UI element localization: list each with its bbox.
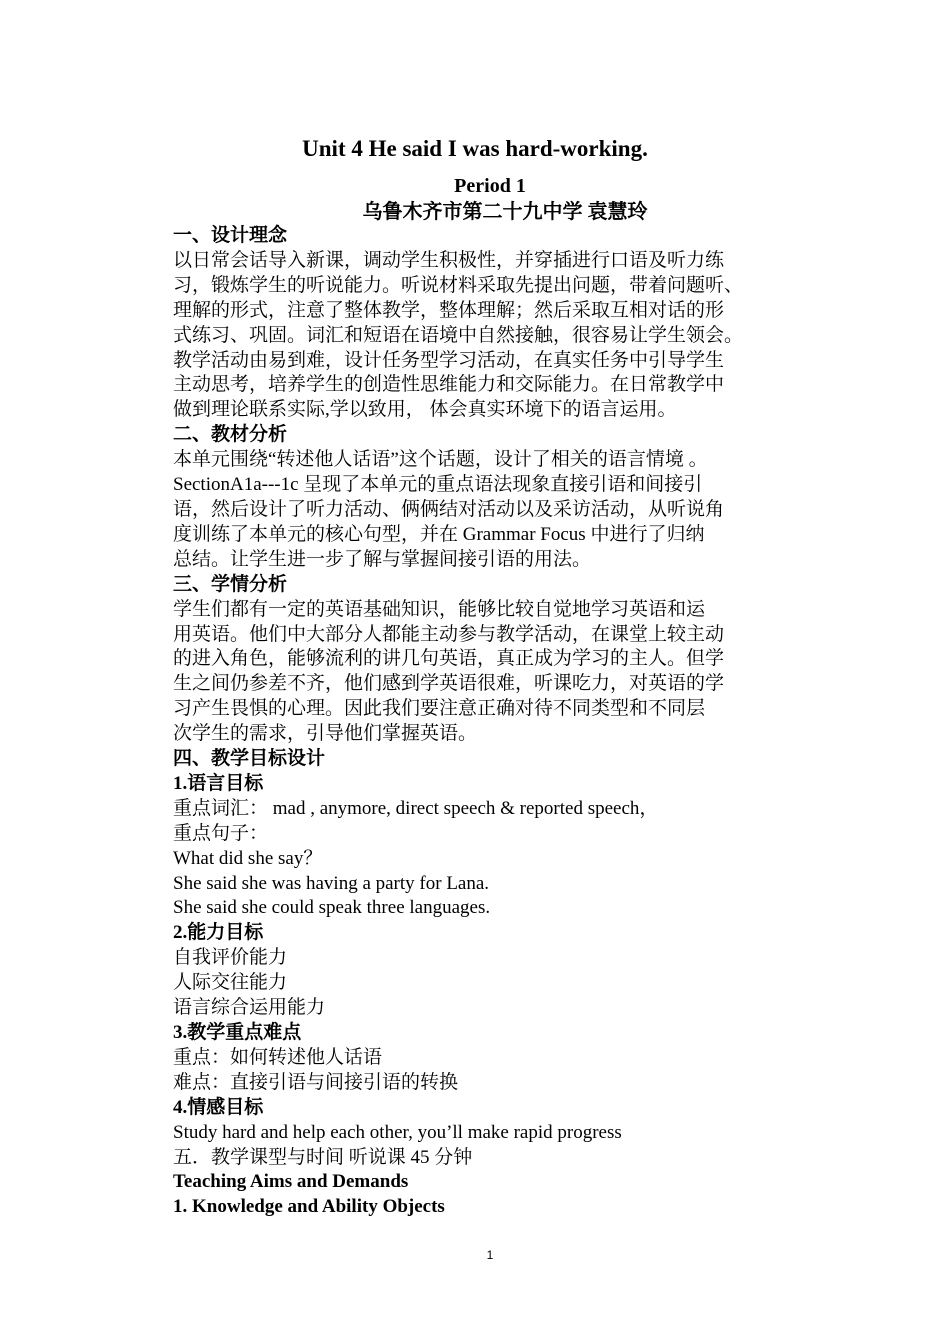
- body-line: She said she could speak three languages.: [173, 897, 491, 919]
- period-label: Period 1: [454, 175, 526, 197]
- section-heading: 4.情感目标: [173, 1096, 264, 1118]
- section-heading: 1. Knowledge and Ability Objects: [173, 1196, 445, 1218]
- section-heading: 三、学情分析: [173, 573, 288, 595]
- body-line: 语言综合运用能力: [173, 997, 326, 1019]
- body-line: 次学生的需求，引导他们掌握英语。: [173, 723, 478, 745]
- section-heading: Teaching Aims and Demands: [173, 1171, 409, 1193]
- body-line: 做到理论联系实际,学以致用， 体会真实环境下的语言运用。: [173, 399, 677, 421]
- body-line: 习，锻炼学生的听说能力。听说材料采取先提出问题，带着问题听、: [173, 274, 744, 296]
- section-heading: 一、设计理念: [173, 225, 288, 246]
- section-heading: 1.语言目标: [173, 772, 264, 794]
- body-line: 学生们都有一定的英语基础知识，能够比较自觉地学习英语和运: [173, 598, 706, 620]
- document-body: [173, 224, 813, 1220]
- body-line: 五．教学课型与时间 听说课 45 分钟: [173, 1146, 473, 1168]
- body-line: 生之间仍参差不齐，他们感到学英语很难，听课吃力，对英语的学: [173, 673, 725, 695]
- body-line: 自我评价能力: [173, 947, 288, 969]
- body-line: 难点：直接引语与间接引语的转换: [173, 1071, 459, 1093]
- page-number: 1: [486, 1248, 494, 1262]
- body-line: 重点句子：: [173, 822, 269, 844]
- body-line: 用英语。他们中大部分人都能主动参与教学活动，在课堂上较主动: [173, 623, 725, 645]
- author-line: 乌鲁木齐市第二十九中学 袁慧玲: [362, 201, 648, 223]
- body-line: 本单元围绕“转述他人话语”这个话题，设计了相关的语言情境 。: [173, 449, 708, 471]
- body-line: What did she say？: [173, 847, 323, 869]
- body-line: 总结。让学生进一步了解与掌握间接引语的用法。: [173, 548, 592, 570]
- body-line: 重点词汇： mad , anymore, direct speech & reported speech，: [173, 797, 659, 819]
- body-line: She said she was having a party for Lana.: [173, 872, 490, 894]
- body-line: 教学活动由易到难，设计任务型学习活动，在真实任务中引导学生: [173, 349, 725, 371]
- body-line: 人际交往能力: [173, 972, 288, 994]
- body-line: 习产生畏惧的心理。因此我们要注意正确对待不同类型和不同层: [173, 698, 706, 720]
- body-line: 的进入角色，能够流利的讲几句英语，真正成为学习的主人。但学: [173, 648, 725, 670]
- body-line: SectionA1a---1c 呈现了本单元的重点语法现象直接引语和间接引: [173, 474, 703, 496]
- body-line: 理解的形式，注意了整体教学，整体理解；然后采取互相对话的形: [173, 299, 725, 321]
- section-heading: 四、教学目标设计: [173, 748, 326, 770]
- body-line: Study hard and help each other, you’ll make rapid progress: [173, 1121, 622, 1143]
- document-title: Unit 4 He said I was hard-working.: [302, 136, 648, 161]
- body-line: 式练习、巩固。词汇和短语在语境中自然接触，很容易让学生领会。: [173, 324, 744, 346]
- body-line: 以日常会话导入新课，调动学生积极性，并穿插进行口语及听力练: [173, 249, 725, 271]
- body-line: 主动思考，培养学生的创造性思维能力和交际能力。在日常教学中: [173, 374, 725, 396]
- body-line: 语，然后设计了听力活动、俩俩结对活动以及采访活动，从听说角: [173, 498, 725, 520]
- section-heading: 二、教材分析: [173, 424, 288, 446]
- body-line: 重点：如何转述他人话语: [173, 1046, 383, 1068]
- body-line: 度训练了本单元的核心句型，并在 Grammar Focus 中进行了归纳: [173, 523, 705, 545]
- section-heading: 3.教学重点难点: [173, 1022, 302, 1043]
- section-heading: 2.能力目标: [173, 922, 264, 944]
